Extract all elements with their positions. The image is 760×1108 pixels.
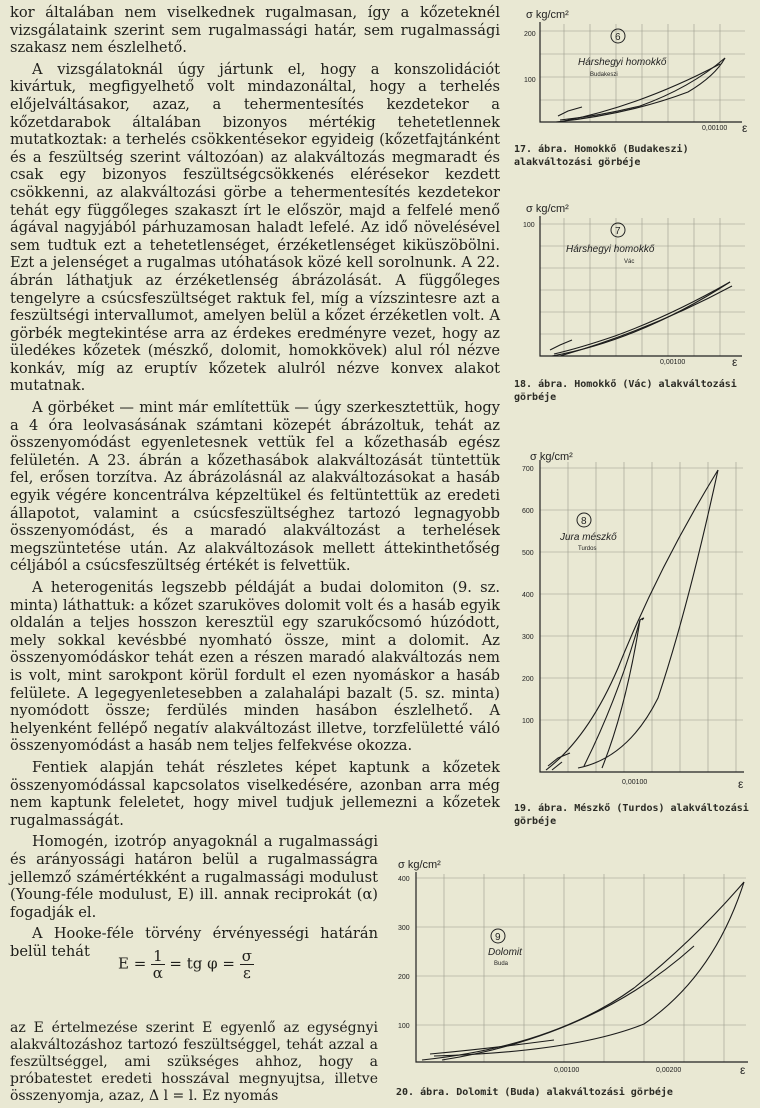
paragraph: A vizsgálatoknál úgy jártunk el, hogy a konszolidációt kivártuk, megfigyelhető volt mindazonáltal, hogy a terhelés előjelváltásakor, azaz, a tehermentesítés kezdetekor a kőzetdarabok általában bizonyos mértékig tehetetlennek mutatkoztak: a terhelés csökkentésekor egyideig (kőzetfajtánként és a feszültség szerint változóan) az alakváltozás megmaradt és csak egy bizonyos feszültségcsökkenés elérésekor kezdett csökkenni, az alakváltozási görbe a tehermentesítés kezdetekor tehát egy függőleges szakaszt írt le először, majd a felfelé menő ágával nagyjából párhuzamosan haladt lefelé. Az idő növelésével sem tudtuk ezt a tehetetlenséget, érzéketlenséget kiküszöbölni. Ezt a jelenséget a rugalmas utóhatások közé kell sorolnunk. A 22. ábrán láthatjuk az érzéketlenség ábrázolását. A függőleges tengelyre a csúcsfeszültséget raktuk fel, míg a vízszintesre azt a feszültségi intervallumot, amelyen belül a kőzet érzéketlen volt. A görbék megtekintése arra az érdekes eredményre vezet, hogy az üledékes kőzetek (mészkő, dolomit, homokkövek) alul ról nézve konkáv, míg az eruptív kőzetek alulról nézve konvex alakot mutatnak. — [10, 60, 500, 395]
rock-location: Budakeszi — [590, 72, 618, 78]
figure-18-chart — [520, 200, 752, 368]
y-tick-label: 500 — [522, 550, 534, 557]
figure-17-chart — [520, 6, 752, 134]
curve-branch — [602, 620, 640, 768]
y-tick-label: 200 — [524, 31, 536, 38]
y-axis-unit: σ kg/cm² — [526, 9, 569, 21]
unloading-curve — [578, 470, 718, 768]
x-axis-label: ε — [738, 777, 744, 791]
y-tick-label: 100 — [524, 77, 536, 84]
y-axis-unit: σ kg/cm² — [526, 203, 569, 215]
paragraph: Homogén, izotróp anyagoknál a rugalmassági és arányossági határon belül a rugalmasságra jellemző számértékként a rugalmassági modulust (Young-féle modulust, E) ill. annak reciprokát (α) fogadják el. — [10, 833, 378, 921]
paragraph: kor általában nem viselkednek rugalmasan, így a kőzeteknél vizsgálataink szerint sem rugalmassági határ, sem rugalmassági szakasz nem észlelhető. — [10, 4, 500, 57]
paragraph: az E értelmezése szerint E egyenlő az egységnyi alakváltozáshoz tartozó feszültséggel, tehát azzal a feszültséggel, ami szükséges ahhoz, hogy a próbatestet eredeti hosszával megnyujtsa, illetve összenyomja, azaz, Δ l = l. Ez nyomás — [10, 1020, 378, 1104]
x-axis-label: ε — [740, 1063, 746, 1077]
text-column — [10, 4, 500, 960]
figure-20-caption: 20. ábra. Dolomit (Buda) alakváltozási görbéje — [396, 1087, 673, 1098]
paragraph: A heterogenitás legszebb példáját a budai dolomiton (9. sz. minta) láthattuk: a kőzet szaruköves dolomit volt és a hasáb egyik oldalán a teljes hosszon keresztül egy szarukőcsomó húzódott, mely sokkal kevésbbé nyomható össze, mint a dolomit. Az összenyomódáskor tehát ezen a részen maradó alakváltozás nem is volt, mint sarokpont körül fordult el ezen nyomáskor a hasáb felülete. A legegyenletesebben a zalahalápi bazalt (5. sz. minta) nyomódott össze; ferdülés minden hasábon észlelhető. A helyenként fellépő negatív alakváltozást illetve, torzfelületté váló összenyomódást a hasáb nem teljes felfekvése okozza. — [10, 579, 500, 755]
rock-label: Dolomit — [488, 947, 522, 958]
rock-label: Hárshegyi homokkő — [566, 244, 655, 255]
x-tick-label: 0,00100 — [702, 125, 728, 132]
x-axis-label: ε — [732, 355, 738, 369]
figure-17-caption: 17. ábra. Homokkő (Budakeszi) alakváltozási görbéje — [514, 144, 689, 168]
unloading-curve — [434, 882, 744, 1056]
rock-location: Turdos — [578, 546, 597, 552]
sample-number: 9 — [495, 932, 501, 943]
y-tick-label: 300 — [398, 925, 410, 932]
x-axis-label: ε — [742, 121, 748, 135]
y-tick-label: 100 — [522, 718, 534, 725]
rock-label: Hárshegyi homokkő — [578, 57, 667, 68]
y-tick-label: 100 — [523, 222, 535, 229]
y-tick-label: 100 — [398, 1023, 410, 1030]
paragraph: Fentiek alapján tehát részletes képet kaptunk a kőzetek összenyomódással kapcsolatos viselkedésére, azonban arra még nem kaptunk feleletet, hogy mivel tudjuk jellemezni a kőzetek rugalmasságát. — [10, 758, 500, 829]
loading-curve — [422, 882, 744, 1060]
x-tick-label: 0,00100 — [622, 779, 648, 786]
sample-number: 7 — [615, 226, 621, 237]
y-tick-label: 300 — [522, 634, 534, 641]
sample-number: 8 — [581, 516, 587, 527]
y-tick-label: 200 — [522, 676, 534, 683]
paragraph: A Hooke-féle törvény érvényességi határán belül tehát — [10, 925, 378, 960]
x-tick-label: 0,00100 — [660, 359, 686, 366]
y-axis-unit: σ kg/cm² — [530, 451, 573, 463]
y-tick-label: 700 — [522, 466, 534, 473]
x-tick-label: 0,00200 — [656, 1067, 682, 1074]
loading-curve — [552, 282, 730, 356]
figure-18-caption: 18. ábra. Homokkő (Vác) alakváltozási görbéje — [514, 379, 737, 403]
rock-location: Vác — [624, 259, 635, 265]
y-tick-label: 200 — [398, 974, 410, 981]
rock-label: Jura mészkő — [560, 532, 617, 543]
curve-segment — [558, 107, 582, 116]
curve-segment — [430, 1040, 554, 1054]
rock-location: Buda — [494, 961, 509, 967]
reload-curve — [584, 618, 644, 766]
loading-curve — [546, 470, 718, 770]
curve-segment — [550, 340, 572, 350]
figure-19-chart — [518, 448, 754, 794]
y-axis-unit: σ kg/cm² — [398, 859, 441, 871]
reload-curve — [442, 946, 694, 1060]
x-tick-label: 0,00100 — [554, 1067, 580, 1074]
sample-number: 6 — [615, 32, 621, 43]
y-tick-label: 400 — [522, 592, 534, 599]
figure-19-caption: 19. ábra. Mészkő (Turdos) alakváltozási görbéje — [514, 803, 749, 827]
hooke-formula: E = $\frac{1}{\alpha}$ = tg φ = $\frac{\sigma}{\varepsilon}$ — [118, 947, 253, 982]
paragraph: A görbéket — mint már említettük — úgy szerkesztettük, hogy a 4 óra leolvasásának számtani közepét ábrázoltuk, tehát az összenyomódást egyenletesnek vettük fel a kőzethasáb egész felületén. A 23. ábrán a kőzethasábok alakváltozását tüntettük fel, erősen torzítva. Az ábrázolásnál az alakváltozásokat a hasáb egyik végére koncentrálva képzeltükel és feltüntettük az eredeti állapotot, valamint a csúcsfeszültséghez tartozó legnagyobb összenyomódást, és a maradó alakváltozást a terhelések megszüntetése után. Az alakváltozások mellett áttekinthetőség céljából a csúcsfeszültség értékét is felvettük. — [10, 399, 500, 575]
text-column-bottom — [10, 1020, 378, 1105]
y-tick-label: 600 — [522, 508, 534, 515]
figure-20-chart — [394, 856, 754, 1080]
y-tick-label: 400 — [398, 876, 410, 883]
